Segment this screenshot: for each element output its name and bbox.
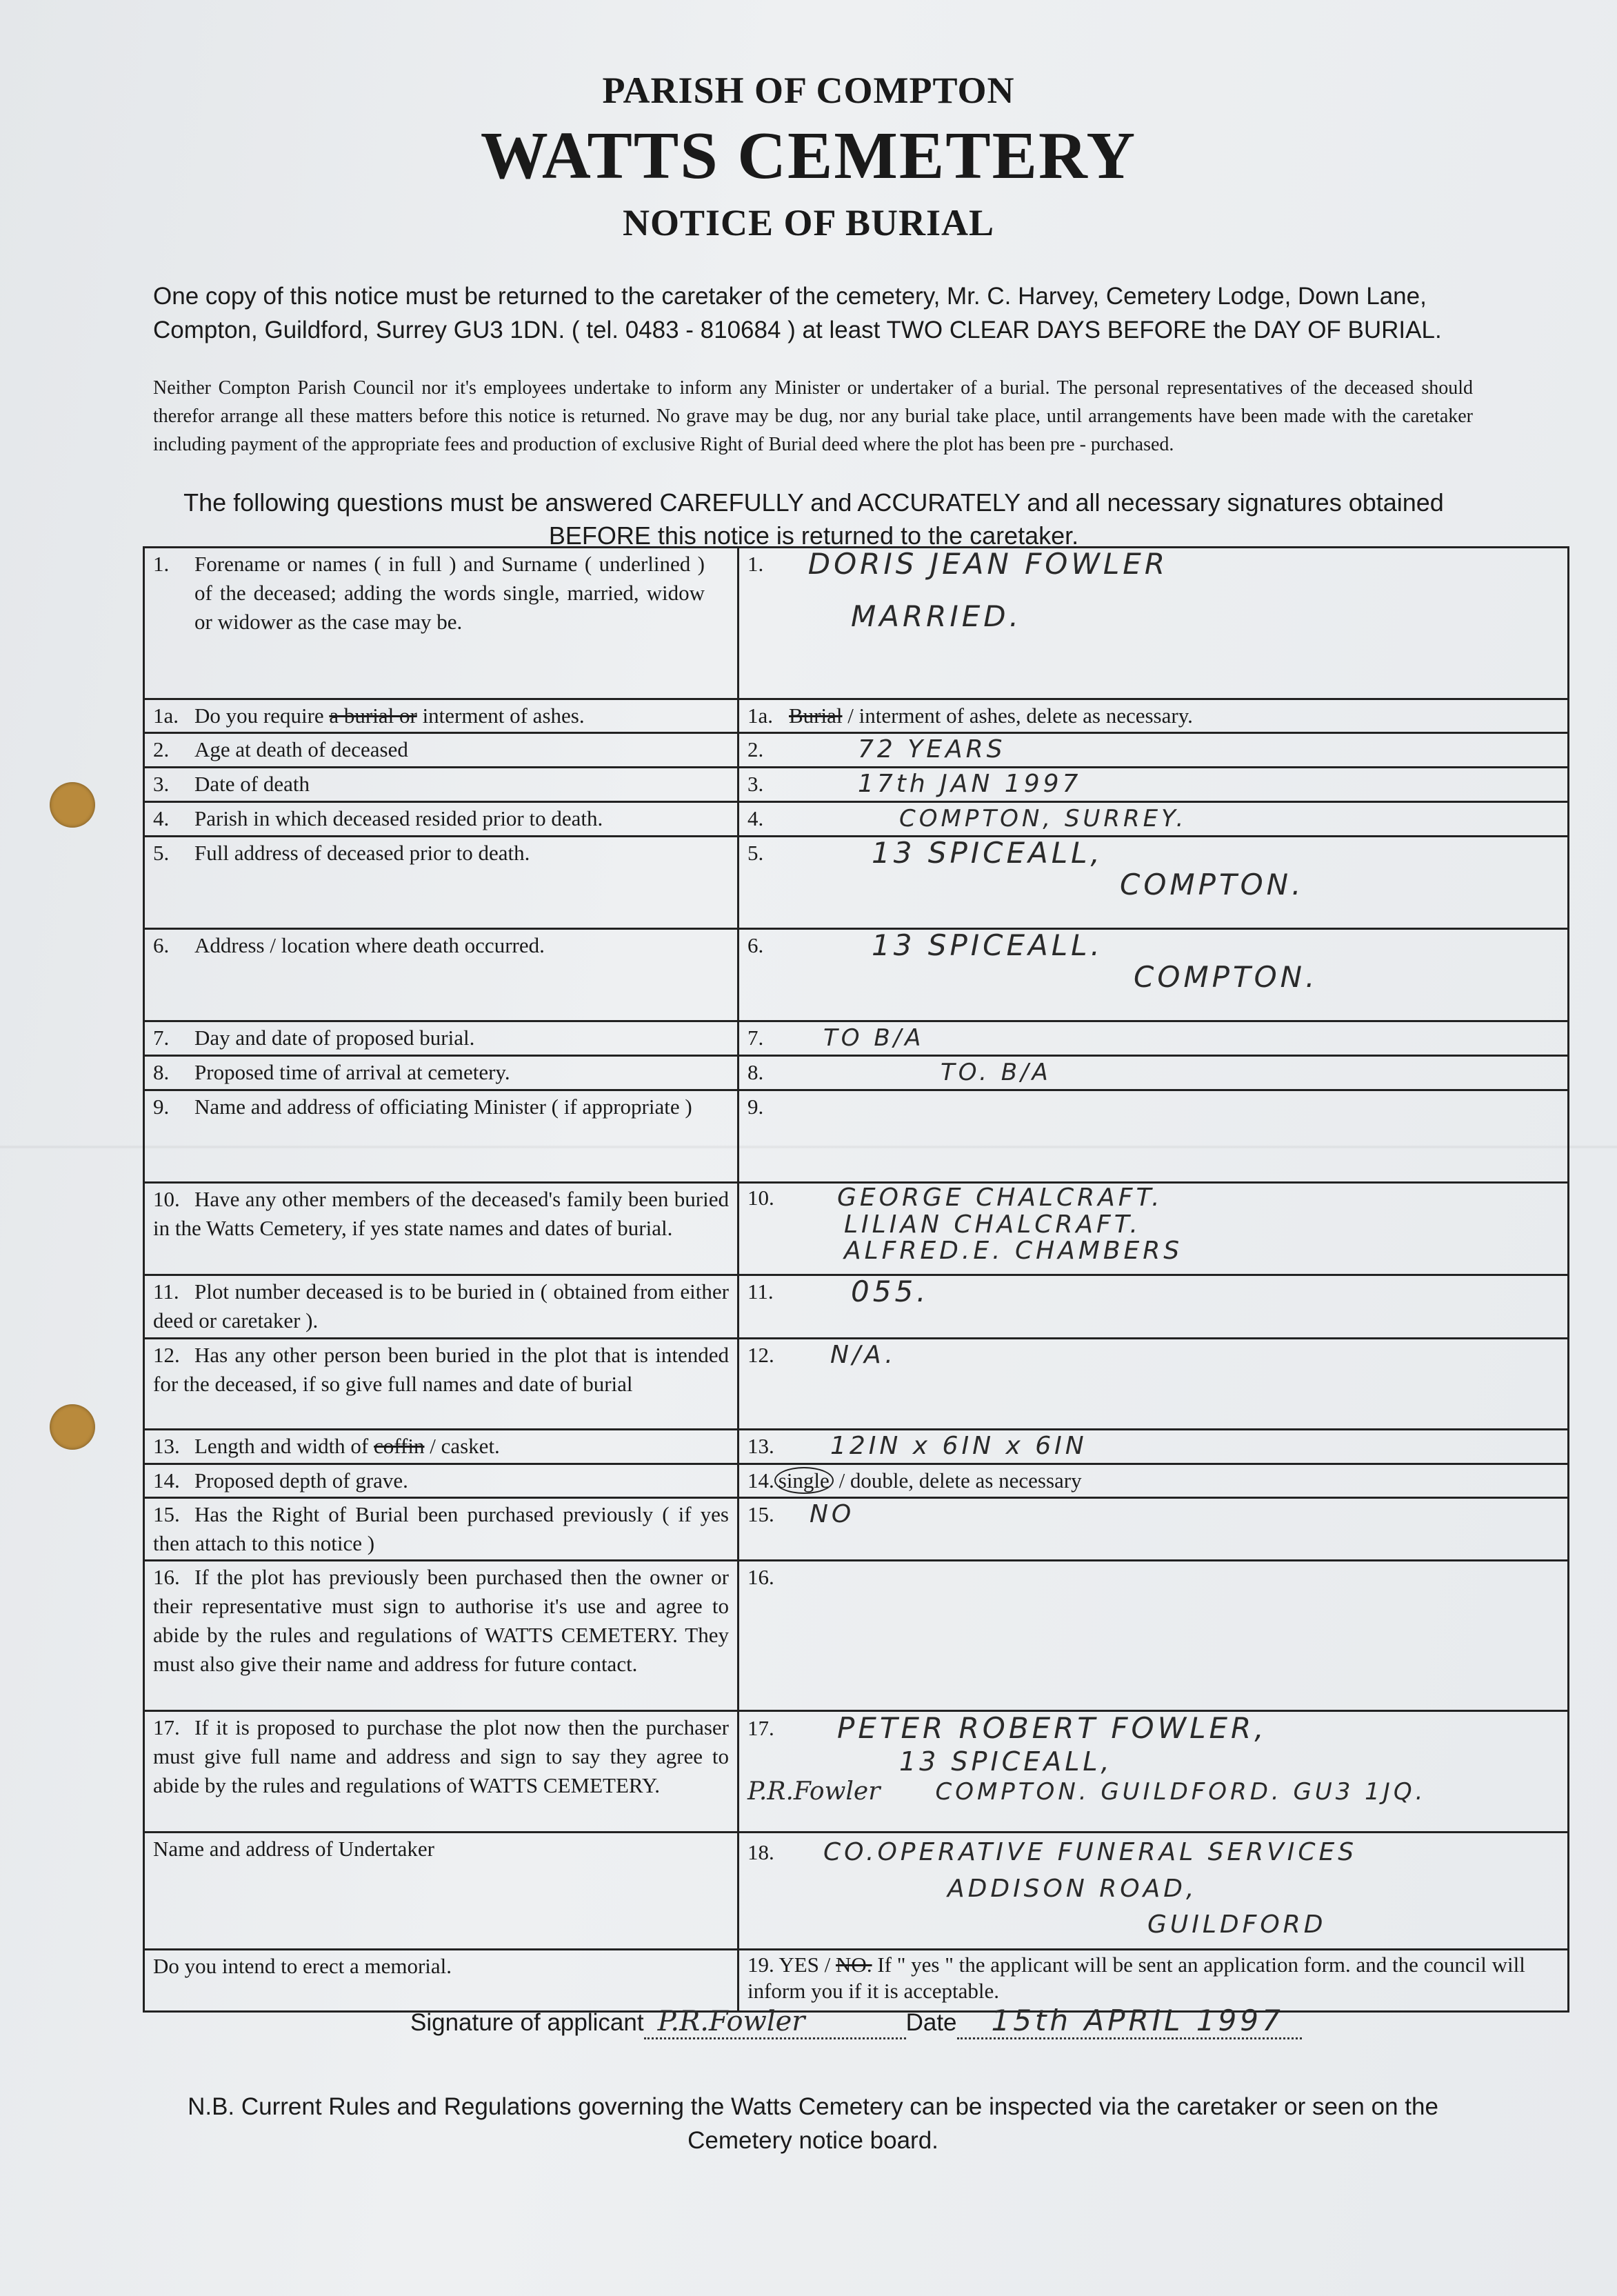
- question-cell: [144, 1950, 739, 2012]
- answer-number: 15.: [747, 1502, 774, 1526]
- question-cell: [144, 1183, 739, 1275]
- question-cell: [144, 699, 739, 733]
- disclaimer-paragraph: Neither Compton Parish Council nor it's employees undertake to inform any Minister or undertaker of a burial. The personal representatives of the deceased should therefor arrange all these matters before this notice is returned. No grave may be dug, nor any burial take place, until arrangements have been made with the caretaker including payment of the appropriate fees and production of exclusive Right of Burial deed where the plot has been pre - purchased.: [153, 377, 1473, 455]
- question-text: Name and address of officiating Minister ( if appropriate ): [194, 1095, 692, 1119]
- question-cell: [144, 837, 739, 929]
- parish-answer[interactable]: COMPTON, SURREY.: [899, 805, 1187, 832]
- question-text: If the plot has previously been purchased then the owner or their representative must sign to authorise it's use and agree to abide by the rules and regulations of WATTS CEMETERY. They must also give their name and address for future contact.: [153, 1565, 729, 1676]
- form-row-13: [144, 1430, 1569, 1464]
- question-cell: [144, 1498, 739, 1561]
- punch-hole: [50, 1404, 95, 1450]
- answer-cell: [739, 1275, 1569, 1339]
- question-cell: [144, 1021, 739, 1056]
- question-number: 11.: [153, 1279, 179, 1304]
- question-text: Proposed depth of grave.: [194, 1468, 408, 1493]
- question-number: 14.: [153, 1468, 180, 1493]
- answer-number: 9.: [747, 1095, 764, 1119]
- form-row-11: [144, 1275, 1569, 1339]
- question-number: 5.: [153, 841, 170, 865]
- answer-cell: [739, 768, 1569, 802]
- answer-cell: [739, 1498, 1569, 1561]
- question-text: Do you require: [194, 703, 324, 728]
- question-cell: [144, 768, 739, 802]
- question-text: Day and date of proposed burial.: [194, 1026, 475, 1050]
- form-row-1a: [144, 699, 1569, 733]
- question-cell: [144, 1561, 739, 1711]
- answer-cell: [739, 802, 1569, 837]
- answer-number: 6.: [747, 933, 764, 957]
- purchaser-name[interactable]: PETER ROBERT FOWLER,: [837, 1711, 1267, 1745]
- question-cell: [144, 1711, 739, 1833]
- undertaker-address-line-2[interactable]: GUILDFORD: [1147, 1910, 1327, 1939]
- age-answer[interactable]: 72 YEARS: [858, 735, 1006, 763]
- question-text: Age at death of deceased: [194, 737, 408, 761]
- answer-number: 1a.: [747, 703, 774, 728]
- answer-cell: [739, 548, 1569, 699]
- date-value: 15th APRIL 1997: [991, 2004, 1284, 2037]
- undertaker-address-line-1[interactable]: ADDISON ROAD,: [947, 1875, 1198, 1903]
- answer-number: 8.: [747, 1060, 764, 1084]
- struck-option[interactable]: Burial: [789, 703, 843, 728]
- question-number: 13.: [153, 1434, 180, 1458]
- notice-heading: NOTICE OF BURIAL: [622, 202, 995, 243]
- question-cell: [144, 1090, 739, 1183]
- form-row-14: [144, 1464, 1569, 1498]
- memorial-instruction: If " yes " the applicant will be sent an application form. and the council will inform you if it is acceptable.: [747, 1953, 1525, 2003]
- question-text: / casket.: [430, 1434, 500, 1458]
- question-text: If it is proposed to purchase the plot now then the purchaser must give full name and address and sign to say they agree to abide by the rules and regulations of WATTS CEMETERY.: [153, 1715, 729, 1797]
- signature-line: [410, 2004, 1376, 2039]
- answer-number: 1.: [747, 552, 764, 576]
- question-cell: [144, 1430, 739, 1464]
- question-cell: [144, 929, 739, 1021]
- right-of-burial-answer[interactable]: NO: [810, 1500, 855, 1528]
- question-text: Full address of deceased prior to death.: [194, 841, 530, 865]
- answer-cell: [739, 1464, 1569, 1498]
- answer-number: 14.: [747, 1468, 774, 1493]
- death-location-line-1[interactable]: 13 SPICEALL.: [872, 928, 1103, 962]
- question-number: 10.: [153, 1187, 180, 1211]
- form-row-9: [144, 1090, 1569, 1183]
- question-text: Has any other person been buried in the plot that is intended for the deceased, if so give full names and date of burial: [153, 1343, 729, 1396]
- form-row-16: [144, 1561, 1569, 1711]
- answer-cell: [739, 1430, 1569, 1464]
- address-line-1[interactable]: 13 SPICEALL,: [872, 836, 1103, 870]
- form-row-12: [144, 1339, 1569, 1430]
- address-line-2[interactable]: COMPTON.: [1120, 868, 1305, 901]
- form-row-5: [144, 837, 1569, 929]
- question-text: Do you intend to erect a memorial.: [153, 1954, 452, 1978]
- parish-heading: PARISH OF COMPTON: [602, 70, 1015, 111]
- answer-number: 5.: [747, 841, 764, 865]
- signature-label: Signature of applicant: [410, 2009, 644, 2036]
- question-number: 1.: [153, 552, 170, 576]
- memorial-yes-option[interactable]: YES /: [779, 1953, 831, 1977]
- answer-instruction: / double, delete as necessary: [838, 1468, 1082, 1493]
- answer-cell: [739, 1561, 1569, 1711]
- question-number: 16.: [153, 1565, 180, 1589]
- plot-number-answer[interactable]: 055.: [851, 1275, 930, 1308]
- answer-cell: [739, 699, 1569, 733]
- form-row-2: [144, 733, 1569, 768]
- answer-number: 19.: [747, 1953, 774, 1977]
- question-text: Name and address of Undertaker: [153, 1837, 434, 1861]
- form-row-8: [144, 1056, 1569, 1090]
- answer-cell: [739, 837, 1569, 929]
- answer-number: 12.: [747, 1343, 774, 1367]
- question-cell: [144, 548, 739, 699]
- deceased-name-answer[interactable]: DORIS JEAN FOWLER: [807, 547, 1169, 581]
- question-number: 7.: [153, 1026, 170, 1050]
- answer-cell: [739, 1056, 1569, 1090]
- struck-text: a burial or: [329, 703, 417, 728]
- question-text: Address / location where death occurred.: [194, 933, 545, 957]
- question-number: 12.: [153, 1343, 180, 1367]
- marital-status-answer[interactable]: MARRIED.: [851, 599, 1022, 633]
- form-row-15: [144, 1498, 1569, 1561]
- death-location-line-2[interactable]: COMPTON.: [1134, 960, 1318, 994]
- memorial-no-option[interactable]: NO.: [836, 1953, 872, 1977]
- question-text: Have any other members of the deceased's family been buried in the Watts Cemetery, if yes state names and dates of burial.: [153, 1187, 729, 1240]
- purchaser-address-line-2[interactable]: COMPTON. GUILDFORD. GU3 1JQ.: [935, 1778, 1427, 1806]
- question-text: Date of death: [194, 772, 310, 796]
- signature-field[interactable]: [644, 2006, 906, 2039]
- question-text: Parish in which deceased resided prior to death.: [194, 806, 603, 830]
- depth-selected-option[interactable]: single: [774, 1467, 834, 1494]
- question-text: Has the Right of Burial been purchased previously ( if yes then attach to this notice ): [153, 1502, 729, 1555]
- answer-cell: [739, 1950, 1569, 2012]
- nb-footer-note: N.B. Current Rules and Regulations governing the Watts Cemetery can be inspected via the caretaker or seen on the Cemetery notice board.: [188, 2093, 1438, 2154]
- question-number: 3.: [153, 772, 170, 796]
- answer-number: 11.: [747, 1279, 774, 1304]
- form-row-18: [144, 1833, 1569, 1950]
- answer-cell: [739, 1339, 1569, 1430]
- question-text: Forename or names ( in full ) and Surname ( underlined ) of the deceased; adding the words single, married, widow or widower as the case may be.: [194, 552, 705, 634]
- answer-number: 7.: [747, 1026, 764, 1050]
- form-row-4: [144, 802, 1569, 837]
- family-member-1[interactable]: GEORGE CHALCRAFT.: [837, 1184, 1163, 1212]
- question-number: 4.: [153, 806, 170, 830]
- form-row-3: [144, 768, 1569, 802]
- answer-instruction: / interment of ashes, delete as necessary.: [847, 703, 1193, 728]
- question-cell: [144, 1833, 739, 1950]
- burial-date-answer[interactable]: TO B/A: [823, 1024, 925, 1052]
- burial-form-table: [143, 546, 1569, 2013]
- question-text: Length and width of: [194, 1434, 369, 1458]
- cemetery-title: WATTS CEMETERY: [480, 119, 1137, 193]
- question-cell: [144, 802, 739, 837]
- form-row-1: [144, 548, 1569, 699]
- answer-number: 10.: [747, 1186, 774, 1210]
- instruction-line-2: BEFORE this notice is returned to the caretaker.: [548, 521, 1079, 550]
- date-of-death-answer[interactable]: 17th JAN 1997: [858, 770, 1082, 798]
- casket-size-answer[interactable]: 12IN x 6IN x 6IN: [830, 1432, 1087, 1460]
- answer-number: 17.: [747, 1716, 774, 1740]
- answer-cell: [739, 1183, 1569, 1275]
- family-member-2[interactable]: LILIAN CHALCRAFT.: [844, 1210, 1141, 1239]
- answer-number: 13.: [747, 1434, 774, 1458]
- question-number: 1a.: [153, 703, 179, 728]
- prior-burial-answer[interactable]: N/A.: [830, 1341, 896, 1369]
- answer-number: 2.: [747, 737, 764, 761]
- punch-hole: [50, 782, 95, 828]
- question-cell: [144, 733, 739, 768]
- form-row-6: [144, 929, 1569, 1021]
- form-row-17: [144, 1711, 1569, 1833]
- form-row-7: [144, 1021, 1569, 1056]
- answer-number: 3.: [747, 772, 764, 796]
- answer-cell: [739, 733, 1569, 768]
- answer-cell: [739, 1090, 1569, 1183]
- question-cell: [144, 1339, 739, 1430]
- question-number: 9.: [153, 1095, 170, 1119]
- struck-text: coffin: [374, 1434, 425, 1458]
- arrival-time-answer[interactable]: TO. B/A: [941, 1059, 1052, 1086]
- question-cell: [144, 1464, 739, 1498]
- form-row-10: [144, 1183, 1569, 1275]
- question-number: 15.: [153, 1502, 180, 1526]
- answer-number: 16.: [747, 1565, 774, 1589]
- answer-cell: [739, 1833, 1569, 1950]
- intro-paragraph: One copy of this notice must be returned to the caretaker of the cemetery, Mr. C. Harvey, Cemetery Lodge, Down Lane, Compton, Guildford, Surrey GU3 1DN. ( tel. 0483 - 810684 ) at least TWO CLEAR DAYS BEFORE the DAY OF BURIAL.: [153, 283, 1442, 343]
- answer-number: 18.: [747, 1840, 774, 1864]
- question-number: 6.: [153, 933, 170, 957]
- question-number: 17.: [153, 1715, 180, 1739]
- answer-cell: [739, 929, 1569, 1021]
- instruction-line-1: The following questions must be answered CAREFULLY and ACCURATELY and all necessary signatures obtained: [183, 488, 1444, 517]
- question-cell: [144, 1275, 739, 1339]
- purchaser-signature[interactable]: P.R.Fowler: [747, 1777, 881, 1806]
- form-row-19: [144, 1950, 1569, 2012]
- question-text: interment of ashes.: [422, 703, 585, 728]
- date-field[interactable]: [957, 2004, 1302, 2039]
- answer-cell: [739, 1021, 1569, 1056]
- undertaker-name[interactable]: CO.OPERATIVE FUNERAL SERVICES: [823, 1838, 1358, 1866]
- applicant-signature: P.R.Fowler: [657, 2006, 805, 2037]
- question-number: 8.: [153, 1060, 170, 1084]
- question-cell: [144, 1056, 739, 1090]
- answer-cell: [739, 1711, 1569, 1833]
- question-text: Plot number deceased is to be buried in ( obtained from either deed or caretaker ).: [153, 1279, 729, 1332]
- question-number: 2.: [153, 737, 170, 761]
- purchaser-address-line-1[interactable]: 13 SPICEALL,: [899, 1746, 1113, 1777]
- answer-number: 4.: [747, 806, 764, 830]
- family-member-3[interactable]: ALFRED.E. CHAMBERS: [844, 1237, 1183, 1265]
- question-text: Proposed time of arrival at cemetery.: [194, 1060, 510, 1084]
- date-label: Date: [905, 2009, 957, 2036]
